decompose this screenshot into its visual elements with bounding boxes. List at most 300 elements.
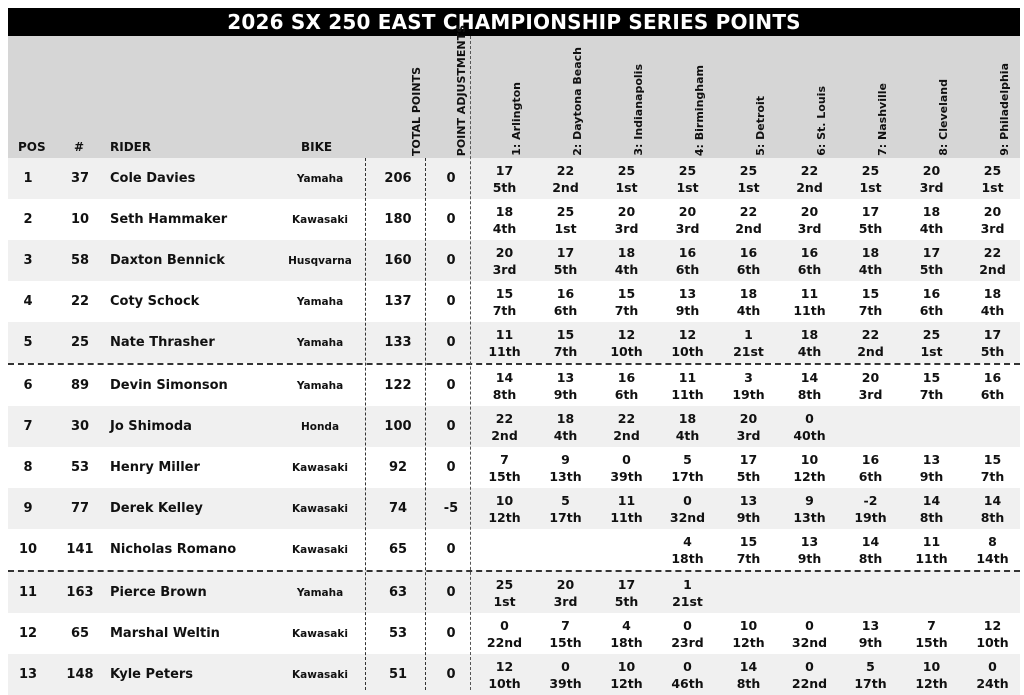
race-points: 12: [678, 326, 697, 342]
race-finish: 3rd: [919, 179, 944, 195]
race-points: 4: [622, 617, 631, 633]
bike-cell: Yamaha: [296, 586, 344, 599]
race-result-cell: [779, 447, 840, 488]
race-result-cell: [962, 365, 1023, 406]
number-cell: 25: [70, 335, 90, 350]
race-points: 0: [805, 658, 814, 674]
header-number: #: [74, 140, 85, 154]
race-finish: 9th: [919, 468, 944, 484]
race-points: 22: [861, 326, 880, 342]
race-result-cell: [535, 322, 596, 363]
race-finish: 4th: [919, 220, 944, 236]
race-finish: 5th: [553, 261, 578, 277]
race-points: 0: [683, 617, 692, 633]
race-finish: 5th: [736, 468, 761, 484]
race-result-cell: [535, 199, 596, 240]
bike-cell: Kawasaki: [292, 502, 348, 515]
race-result-cell: [962, 488, 1023, 529]
race-points: 7: [927, 617, 936, 633]
race-result-cell: [779, 281, 840, 322]
race-result-cell: [596, 406, 657, 447]
race-finish: 21st: [733, 343, 764, 359]
race-points: 3: [744, 369, 753, 385]
race-finish: 17th: [671, 468, 704, 484]
race-finish: 9th: [553, 386, 578, 402]
race-points: 22: [739, 203, 758, 219]
race-finish: 5th: [919, 261, 944, 277]
rider-name: Devin Simonson: [110, 378, 228, 393]
race-finish: 9th: [736, 509, 761, 525]
race-points: 0: [561, 658, 570, 674]
race-finish: 32nd: [669, 509, 706, 525]
header-total-points: TOTAL POINTS: [410, 67, 423, 156]
race-result-cell: [962, 281, 1023, 322]
total-points-cell: 133: [384, 335, 412, 350]
race-finish: 39th: [549, 675, 582, 691]
standings-table: [8, 158, 1020, 695]
race-result-cell: [474, 158, 535, 199]
race-result-cell: [474, 572, 535, 613]
race-points: 13: [678, 285, 697, 301]
point-adjustment-cell: 0: [446, 294, 456, 309]
race-result-cell: [779, 322, 840, 363]
race-result-cell: [718, 322, 779, 363]
table-row: [8, 240, 1020, 281]
race-finish: 4th: [736, 302, 761, 318]
race-points: 22: [617, 410, 636, 426]
race-points: 17: [495, 162, 514, 178]
race-points: 16: [922, 285, 941, 301]
race-result-cell: [657, 158, 718, 199]
race-result-cell: [474, 240, 535, 281]
race-points: 14: [800, 369, 819, 385]
table-row: [8, 654, 1020, 695]
race-finish: 1st: [493, 593, 516, 609]
race-finish: 46th: [671, 675, 704, 691]
header-race-4: 4: Birmingham: [693, 64, 706, 156]
race-points: 11: [495, 326, 514, 342]
race-points: 25: [556, 203, 575, 219]
race-result-cell: [535, 406, 596, 447]
race-finish: 4th: [858, 261, 883, 277]
race-points: 11: [678, 369, 697, 385]
race-finish: 2nd: [613, 427, 640, 443]
number-cell: 30: [70, 419, 90, 434]
race-finish: 39th: [610, 468, 643, 484]
race-points: 7: [500, 451, 509, 467]
point-adjustment-cell: 0: [446, 585, 456, 600]
race-result-cell: [901, 613, 962, 654]
point-adjustment-cell: 0: [446, 378, 456, 393]
race-points: -2: [863, 492, 878, 508]
race-finish: 3rd: [614, 220, 639, 236]
rider-name: Pierce Brown: [110, 585, 207, 600]
race-points: 16: [556, 285, 575, 301]
total-points-cell: 63: [388, 585, 408, 600]
race-result-cell: [962, 406, 1023, 447]
race-result-cell: [535, 365, 596, 406]
point-adjustment-cell: 0: [446, 171, 456, 186]
header-race-8: 8: Cleveland: [937, 79, 950, 156]
total-points-cell: 160: [384, 253, 412, 268]
number-cell: 22: [70, 294, 90, 309]
position-cell: 10: [18, 542, 38, 557]
race-finish: 1st: [737, 179, 760, 195]
race-finish: 3rd: [980, 220, 1005, 236]
race-points: 13: [739, 492, 758, 508]
rider-name: Marshal Weltin: [110, 626, 220, 641]
race-result-cell: [657, 529, 718, 570]
race-result-cell: [962, 240, 1023, 281]
number-cell: 58: [70, 253, 90, 268]
race-finish: 4th: [492, 220, 517, 236]
race-result-cell: [474, 281, 535, 322]
race-result-cell: [901, 322, 962, 363]
race-finish: 3rd: [797, 220, 822, 236]
race-finish: 6th: [553, 302, 578, 318]
race-result-cell: [535, 654, 596, 695]
divider: [470, 36, 471, 690]
race-finish: 10th: [671, 343, 704, 359]
point-adjustment-cell: -5: [443, 501, 459, 516]
race-result-cell: [901, 365, 962, 406]
header-race-1: 1: Arlington: [510, 82, 523, 156]
race-finish: 12th: [793, 468, 826, 484]
race-result-cell: [962, 447, 1023, 488]
position-cell: 1: [23, 171, 33, 186]
race-finish: 18th: [610, 634, 643, 650]
header-race-7: 7: Nashville: [876, 83, 889, 156]
race-finish: 7th: [614, 302, 639, 318]
number-cell: 89: [70, 378, 90, 393]
race-finish: 18th: [671, 550, 704, 566]
rider-name: Coty Schock: [110, 294, 200, 309]
race-points: 18: [983, 285, 1002, 301]
race-finish: 5th: [492, 179, 517, 195]
race-finish: 3rd: [858, 386, 883, 402]
race-result-cell: [901, 199, 962, 240]
race-points: 25: [495, 576, 514, 592]
race-points: 15: [922, 369, 941, 385]
race-result-cell: [718, 488, 779, 529]
race-points: 17: [983, 326, 1002, 342]
race-finish: 10th: [488, 675, 521, 691]
race-points: 25: [739, 162, 758, 178]
race-finish: 22nd: [486, 634, 523, 650]
point-adjustment-cell: 0: [446, 335, 456, 350]
race-result-cell: [657, 447, 718, 488]
race-finish: 6th: [858, 468, 883, 484]
race-result-cell: [657, 654, 718, 695]
race-finish: 8th: [919, 509, 944, 525]
race-points: 18: [556, 410, 575, 426]
rider-name: Daxton Bennick: [110, 253, 225, 268]
race-finish: 1st: [920, 343, 943, 359]
race-points: 20: [800, 203, 819, 219]
race-result-cell: [657, 488, 718, 529]
race-points: 25: [617, 162, 636, 178]
race-result-cell: [779, 613, 840, 654]
race-points: 20: [617, 203, 636, 219]
number-cell: 37: [70, 171, 90, 186]
table-row: [8, 570, 1020, 613]
race-points: 25: [861, 162, 880, 178]
race-finish: 10th: [610, 343, 643, 359]
race-result-cell: [718, 406, 779, 447]
race-points: 17: [861, 203, 880, 219]
race-points: 12: [983, 617, 1002, 633]
rider-name: Seth Hammaker: [110, 212, 228, 227]
race-result-cell: [901, 447, 962, 488]
race-points: 15: [495, 285, 514, 301]
race-result-cell: [535, 240, 596, 281]
bike-cell: Yamaha: [296, 295, 344, 308]
race-finish: 7th: [980, 468, 1005, 484]
race-finish: 13th: [549, 468, 582, 484]
rider-name: Nate Thrasher: [110, 335, 215, 350]
position-cell: 7: [23, 419, 33, 434]
race-points: 7: [561, 617, 570, 633]
position-cell: 4: [23, 294, 33, 309]
header-bike: BIKE: [301, 140, 333, 154]
race-points: 10: [922, 658, 941, 674]
race-result-cell: [657, 322, 718, 363]
race-result-cell: [657, 240, 718, 281]
race-result-cell: [718, 654, 779, 695]
race-result-cell: [779, 406, 840, 447]
race-points: 10: [800, 451, 819, 467]
race-result-cell: [596, 240, 657, 281]
race-finish: 2nd: [796, 179, 823, 195]
race-result-cell: [779, 572, 840, 613]
point-adjustment-cell: 0: [446, 460, 456, 475]
race-points: 22: [495, 410, 514, 426]
race-finish: 6th: [919, 302, 944, 318]
race-result-cell: [474, 447, 535, 488]
total-points-cell: 180: [384, 212, 412, 227]
race-points: 18: [922, 203, 941, 219]
position-cell: 12: [18, 626, 38, 641]
race-points: 18: [678, 410, 697, 426]
race-result-cell: [840, 281, 901, 322]
race-result-cell: [596, 322, 657, 363]
race-result-cell: [779, 199, 840, 240]
race-result-cell: [962, 199, 1023, 240]
total-points-cell: 65: [388, 542, 408, 557]
point-adjustment-cell: 0: [446, 626, 456, 641]
race-points: 18: [495, 203, 514, 219]
race-points: 16: [983, 369, 1002, 385]
table-row: [8, 613, 1020, 654]
race-finish: 2nd: [552, 179, 579, 195]
race-points: 25: [922, 326, 941, 342]
race-points: 20: [495, 244, 514, 260]
race-points: 16: [739, 244, 758, 260]
race-finish: 8th: [858, 550, 883, 566]
bike-cell: Yamaha: [296, 172, 344, 185]
race-finish: 11th: [610, 509, 643, 525]
race-result-cell: [718, 572, 779, 613]
race-finish: 6th: [614, 386, 639, 402]
race-points: 18: [861, 244, 880, 260]
race-finish: 6th: [675, 261, 700, 277]
race-points: 20: [983, 203, 1002, 219]
race-points: 5: [866, 658, 875, 674]
race-finish: 10th: [976, 634, 1009, 650]
table-row: [8, 488, 1020, 529]
race-result-cell: [718, 199, 779, 240]
race-result-cell: [657, 406, 718, 447]
race-result-cell: [535, 613, 596, 654]
race-result-cell: [962, 158, 1023, 199]
race-result-cell: [840, 322, 901, 363]
race-result-cell: [779, 654, 840, 695]
race-finish: 13th: [793, 509, 826, 525]
race-finish: 1st: [676, 179, 699, 195]
race-finish: 11th: [915, 550, 948, 566]
race-points: 22: [556, 162, 575, 178]
race-finish: 12th: [610, 675, 643, 691]
race-result-cell: [535, 529, 596, 570]
race-result-cell: [596, 488, 657, 529]
table-row: [8, 529, 1020, 570]
race-finish: 4th: [980, 302, 1005, 318]
race-result-cell: [474, 322, 535, 363]
race-result-cell: [962, 613, 1023, 654]
race-points: 17: [739, 451, 758, 467]
position-cell: 2: [23, 212, 33, 227]
header-rider: RIDER: [110, 140, 152, 154]
bike-cell: Yamaha: [296, 379, 344, 392]
race-result-cell: [840, 572, 901, 613]
race-result-cell: [901, 240, 962, 281]
race-points: 16: [678, 244, 697, 260]
race-result-cell: [596, 654, 657, 695]
race-finish: 7th: [858, 302, 883, 318]
race-finish: 3rd: [553, 593, 578, 609]
divider: [425, 158, 426, 690]
table-row: [8, 199, 1020, 240]
table-row: [8, 447, 1020, 488]
race-points: 15: [739, 533, 758, 549]
race-result-cell: [596, 572, 657, 613]
race-finish: 12th: [732, 634, 765, 650]
bike-cell: Husqvarna: [288, 254, 352, 267]
position-cell: 11: [18, 585, 38, 600]
race-result-cell: [840, 654, 901, 695]
bike-cell: Kawasaki: [292, 213, 348, 226]
race-finish: 4th: [675, 427, 700, 443]
race-points: 12: [617, 326, 636, 342]
race-result-cell: [474, 654, 535, 695]
race-result-cell: [474, 199, 535, 240]
header-race-3: 3: Indianapolis: [632, 64, 645, 156]
position-cell: 6: [23, 378, 33, 393]
race-result-cell: [779, 240, 840, 281]
race-finish: 12th: [488, 509, 521, 525]
number-cell: 10: [70, 212, 90, 227]
rider-name: Cole Davies: [110, 171, 196, 186]
race-points: 20: [922, 162, 941, 178]
table-row: [8, 281, 1020, 322]
race-finish: 15th: [915, 634, 948, 650]
race-result-cell: [840, 365, 901, 406]
race-finish: 4th: [797, 343, 822, 359]
race-finish: 5th: [858, 220, 883, 236]
race-finish: 24th: [976, 675, 1009, 691]
rider-name: Jo Shimoda: [110, 419, 192, 434]
race-result-cell: [474, 365, 535, 406]
race-result-cell: [657, 572, 718, 613]
race-points: 16: [861, 451, 880, 467]
race-points: 20: [556, 576, 575, 592]
race-finish: 2nd: [735, 220, 762, 236]
race-finish: 8th: [980, 509, 1005, 525]
position-cell: 3: [23, 253, 33, 268]
position-cell: 5: [23, 335, 33, 350]
point-adjustment-cell: 0: [446, 542, 456, 557]
number-cell: 65: [70, 626, 90, 641]
header-point-adjustments: POINT ADJUSTMENTS: [455, 24, 468, 156]
race-points: 1: [683, 576, 692, 592]
race-result-cell: [840, 613, 901, 654]
race-result-cell: [596, 365, 657, 406]
race-points: 4: [683, 533, 692, 549]
race-points: 14: [922, 492, 941, 508]
race-points: 16: [800, 244, 819, 260]
race-result-cell: [596, 613, 657, 654]
race-points: 10: [617, 658, 636, 674]
race-result-cell: [474, 613, 535, 654]
number-cell: 141: [66, 542, 94, 557]
race-points: 8: [988, 533, 997, 549]
race-result-cell: [535, 488, 596, 529]
rider-name: Henry Miller: [110, 460, 200, 475]
race-result-cell: [779, 488, 840, 529]
race-result-cell: [901, 158, 962, 199]
bike-cell: Kawasaki: [292, 668, 348, 681]
race-result-cell: [596, 281, 657, 322]
race-finish: 21st: [672, 593, 703, 609]
race-finish: 14th: [976, 550, 1009, 566]
race-result-cell: [962, 654, 1023, 695]
race-result-cell: [535, 281, 596, 322]
race-points: 9: [561, 451, 570, 467]
race-result-cell: [474, 529, 535, 570]
race-finish: 3rd: [736, 427, 761, 443]
race-points: 5: [683, 451, 692, 467]
race-result-cell: [901, 406, 962, 447]
race-result-cell: [840, 447, 901, 488]
race-result-cell: [596, 158, 657, 199]
race-result-cell: [718, 529, 779, 570]
total-points-cell: 206: [384, 171, 412, 186]
race-finish: 1st: [615, 179, 638, 195]
race-result-cell: [596, 447, 657, 488]
race-points: 13: [922, 451, 941, 467]
race-finish: 5th: [614, 593, 639, 609]
header-race-6: 6: St. Louis: [815, 86, 828, 156]
race-points: 13: [861, 617, 880, 633]
race-points: 22: [983, 244, 1002, 260]
race-points: 20: [739, 410, 758, 426]
race-points: 15: [617, 285, 636, 301]
race-finish: 9th: [797, 550, 822, 566]
page-title: 2026 SX 250 EAST CHAMPIONSHIP SERIES POINTS: [8, 8, 1020, 36]
race-finish: 4th: [553, 427, 578, 443]
race-points: 18: [739, 285, 758, 301]
race-points: 16: [617, 369, 636, 385]
